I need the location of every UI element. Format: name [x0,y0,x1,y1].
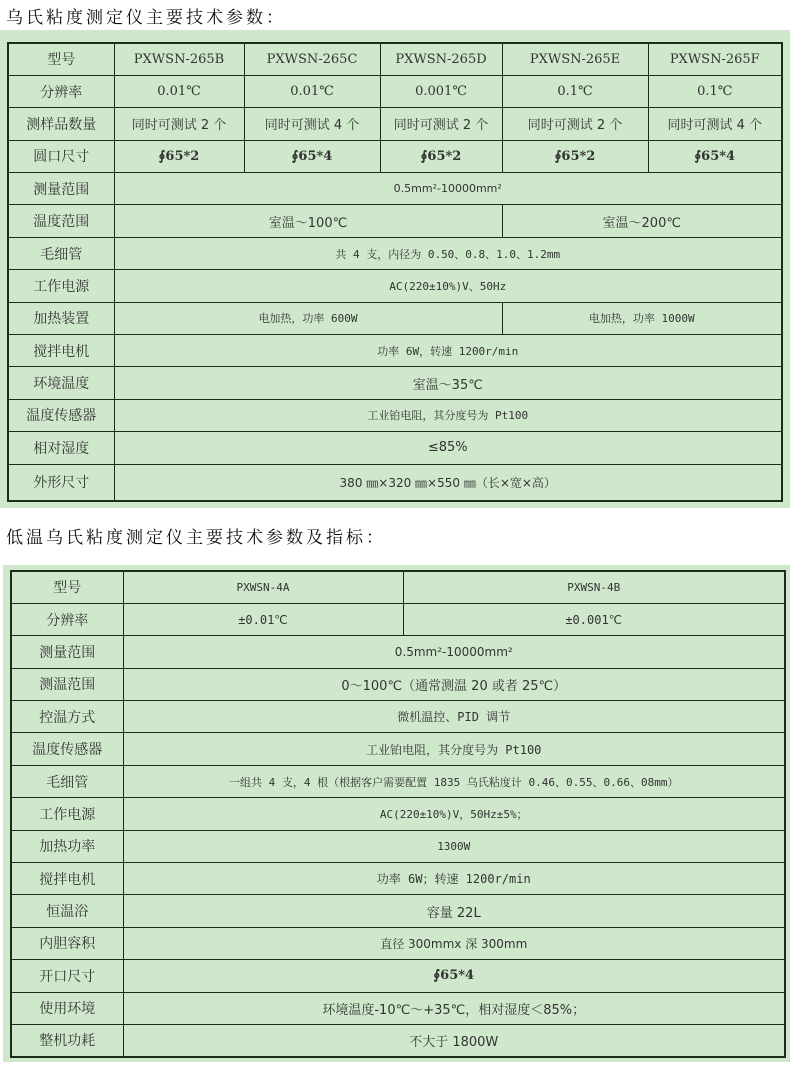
section2-title: 低温乌氏粘度测定仪主要技术参数及指标： [6,528,386,548]
value-cell: 0.1℃ [502,75,648,107]
value-cell: AC(220±10%)V、50Hz [114,270,782,302]
row-label: 搅拌电机 [8,335,114,367]
model-cell: PXWSN-265F [648,43,782,75]
table-row-resolution [8,75,782,107]
row-label: 开口尺寸 [11,960,123,992]
value-cell: 0.5mm²-10000mm² [123,636,785,668]
row-label: 测样品数量 [8,108,114,140]
value-cell: 电加热，功率 600W [114,302,502,334]
value-cell: 同时可测试 4 个 [244,108,380,140]
row-label: 使用环境 [11,992,123,1024]
value-cell: 一组共 4 支，4 根（根据客户需要配置 1835 乌氏粘度计 0.46、0.55、0.66、08mm） [123,765,785,797]
table-row-temp-control [11,701,785,733]
row-label: 加热装置 [8,302,114,334]
table-row-stirring-motor [11,863,785,895]
row-label: 温度传感器 [11,733,123,765]
value-cell: 工业铂电阻，其分度号为 Pt100 [123,733,785,765]
table-row-measure-range [8,173,782,205]
table-row-heating [8,302,782,334]
value-cell: 室温～200℃ [502,205,782,237]
section1-title: 乌氏粘度测定仪主要技术参数： [6,8,286,28]
value-cell: ∮65*4 [648,140,782,172]
table-row-environment [11,992,785,1024]
value-cell: 直径 300mmx 深 300mm [123,927,785,959]
value-cell: 0.01℃ [114,75,244,107]
table-row-power-supply [8,270,782,302]
value-cell: ±0.01℃ [123,603,403,635]
spec-table-low-temp [10,570,786,1058]
value-cell: 同时可测试 2 个 [502,108,648,140]
value-cell: 0.5mm²-10000mm² [114,173,782,205]
table-row-power-supply [11,798,785,830]
table-row-temp-range [8,205,782,237]
model-cell: PXWSN-265C [244,43,380,75]
table-row-inner-volume [11,927,785,959]
row-label: 控温方式 [11,701,123,733]
model-cell: PXWSN-265E [502,43,648,75]
value-cell: 室温～35℃ [114,367,782,399]
row-label: 分辨率 [11,603,123,635]
value-cell: 同时可测试 2 个 [380,108,502,140]
table-row-temp-sensor [8,399,782,431]
value-cell: ±0.001℃ [403,603,785,635]
value-cell: 功率 6W，转速 1200r/min [114,335,782,367]
row-label: 内胆容积 [11,927,123,959]
model-cell: PXWSN-265B [114,43,244,75]
value-cell: ∮65*4 [123,960,785,992]
value-cell: AC(220±10%)V，50Hz±5%； [123,798,785,830]
value-cell: 工业铂电阻，其分度号为 Pt100 [114,399,782,431]
model-cell: PXWSN-265D [380,43,502,75]
value-cell: 容量 22L [123,895,785,927]
table-row-opening-size [8,140,782,172]
row-label: 型号 [8,43,114,75]
row-label: 分辨率 [8,75,114,107]
table-row-capillary [8,237,782,269]
value-cell: 0.001℃ [380,75,502,107]
row-label: 型号 [11,571,123,603]
row-label: 测量范围 [11,636,123,668]
value-cell: 同时可测试 4 个 [648,108,782,140]
row-label: 工作电源 [8,270,114,302]
row-label: 圆口尺寸 [8,140,114,172]
value-cell: ∮65*2 [380,140,502,172]
table-row-model [11,571,785,603]
row-label: 环境温度 [8,367,114,399]
table-row-resolution [11,603,785,635]
table-row-temp-range [11,668,785,700]
row-label: 毛细管 [8,237,114,269]
table-row-stirring-motor [8,335,782,367]
row-label: 外形尺寸 [8,464,114,501]
value-cell: 同时可测试 2 个 [114,108,244,140]
row-label: 温度传感器 [8,399,114,431]
row-label: 温度范围 [8,205,114,237]
table-row-dimensions [8,464,782,501]
table-row-capillary [11,765,785,797]
row-label: 搅拌电机 [11,863,123,895]
table-row-ambient-temp [8,367,782,399]
table-row-power-consumption [11,1024,785,1056]
value-cell: 0.1℃ [648,75,782,107]
table-row-measure-range [11,636,785,668]
table-row-heating-power [11,830,785,862]
table-row-temp-sensor [11,733,785,765]
model-cell: PXWSN-4A [123,571,403,603]
model-cell: PXWSN-4B [403,571,785,603]
value-cell: 功率 6W；转速 1200r/min [123,863,785,895]
value-cell: ∮65*2 [502,140,648,172]
value-cell: 380 ㎜×320 ㎜×550 ㎜（长×宽×高） [114,464,782,501]
value-cell: 微机温控、PID 调节 [123,701,785,733]
value-cell: 0.01℃ [244,75,380,107]
row-label: 毛细管 [11,765,123,797]
value-cell: 0～100℃（通常测温 20 或者 25℃） [123,668,785,700]
value-cell: 不大于 1800W [123,1024,785,1056]
value-cell: 环境温度-10℃～+35℃，相对湿度＜85%； [123,992,785,1024]
table-row-sample-count [8,108,782,140]
value-cell: 室温～100℃ [114,205,502,237]
table-row-humidity [8,432,782,464]
value-cell: 1300W [123,830,785,862]
row-label: 工作电源 [11,798,123,830]
spec-table-standard [7,42,783,502]
value-cell: ∮65*2 [114,140,244,172]
value-cell: ≤85% [114,432,782,464]
row-label: 测温范围 [11,668,123,700]
row-label: 整机功耗 [11,1024,123,1056]
row-label: 测量范围 [8,173,114,205]
row-label: 加热功率 [11,830,123,862]
value-cell: ∮65*4 [244,140,380,172]
row-label: 恒温浴 [11,895,123,927]
table-row-model [8,43,782,75]
value-cell: 电加热，功率 1000W [502,302,782,334]
row-label: 相对湿度 [8,432,114,464]
table-row-opening-size [11,960,785,992]
table-row-bath [11,895,785,927]
value-cell: 共 4 支，内径为 0.50、0.8、1.0、1.2mm [114,237,782,269]
